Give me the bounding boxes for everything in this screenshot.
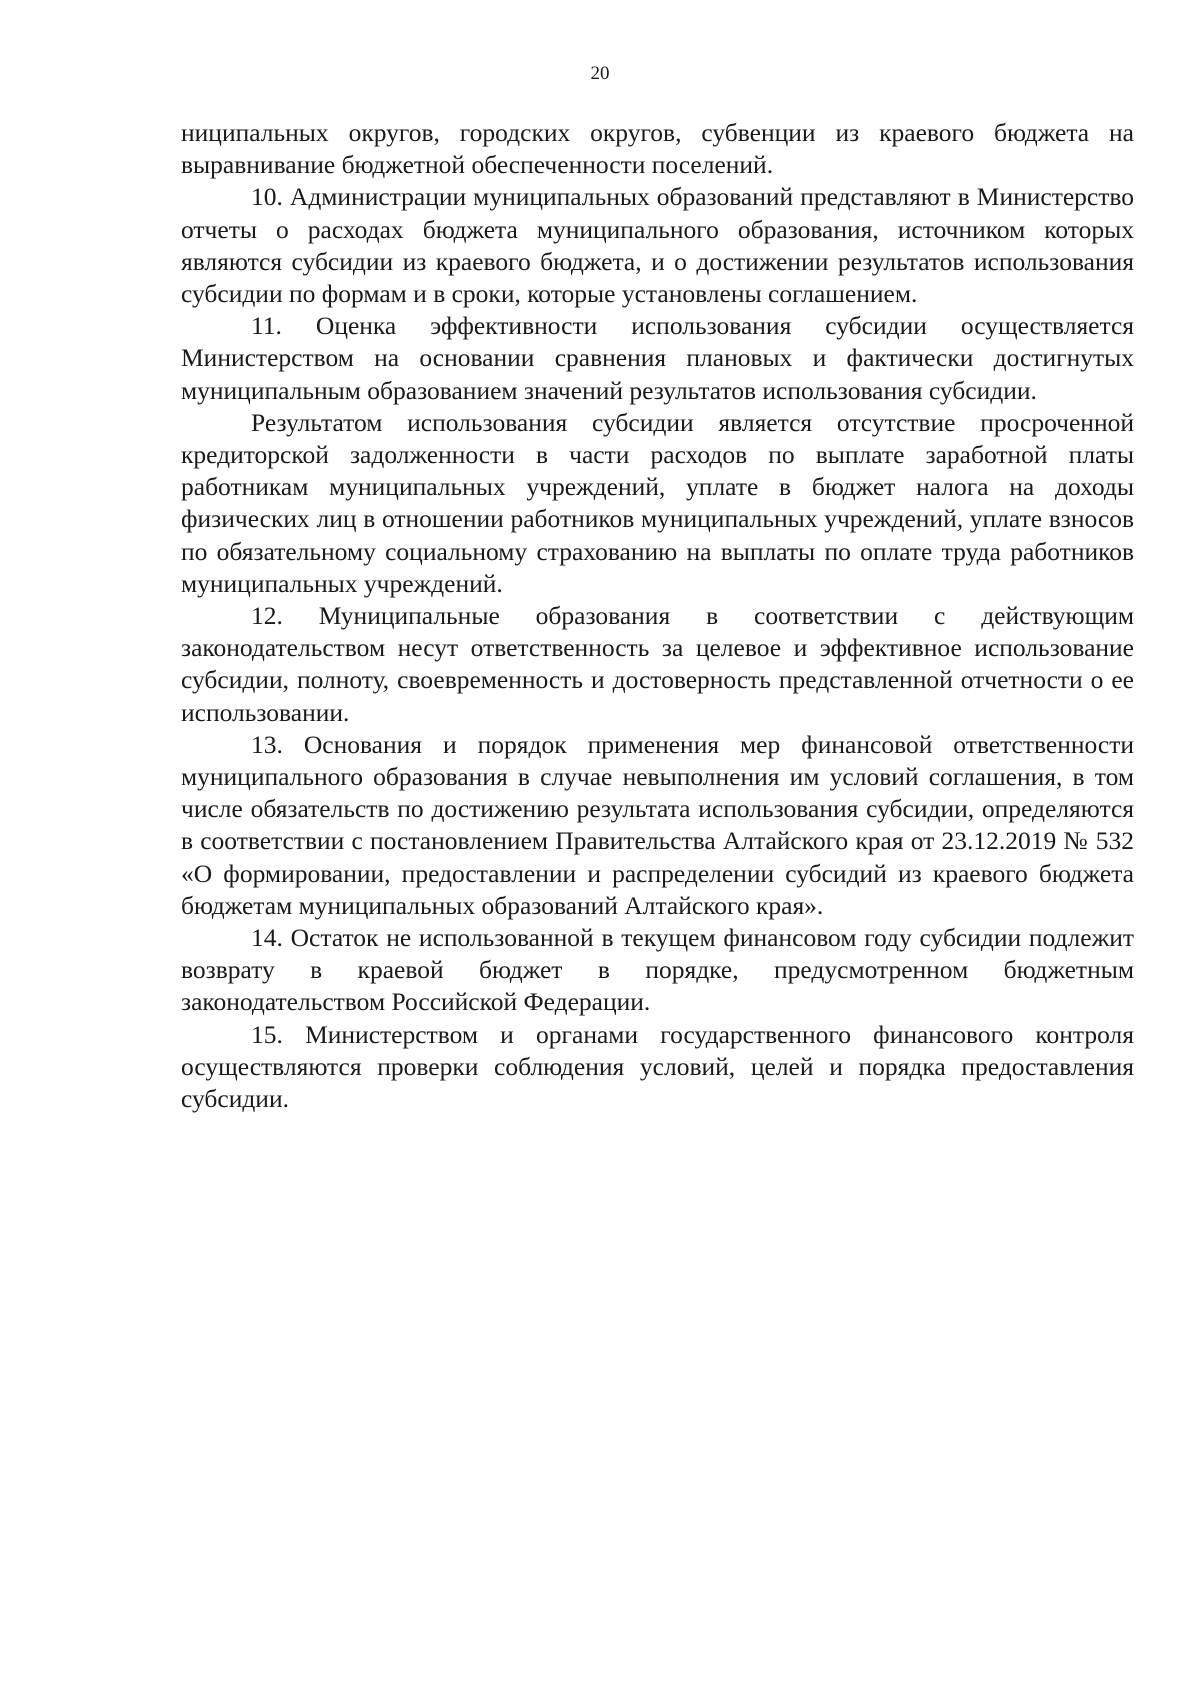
paragraph-item-14: 14. Остаток не использованной в текущем финансовом году субсидии подлежит возврату в краевой бюджет в порядке, предусмотренном бюджетным законодательством Российской Федерации. — [181, 923, 1134, 1017]
page-number: 20 — [590, 63, 610, 84]
paragraph-result-definition: Результатом использования субсидии является отсутствие просроченной кредиторской задолженности в части расходов по выплате заработной платы работникам муниципальных учреждений, уплате в бюджет налога на доходы физических лиц в отношении работников муниципальных учреждений, уплате взносов по обязательному социальному страхованию на выплаты по оплате труда работников муниципальных учреждений. — [181, 407, 1134, 598]
paragraph-item-13: 13. Основания и порядок применения мер финансовой ответственности муниципального образования в случае невыполнения им условий соглашения, в том числе обязательств по достижению результата использования субсидии, определяются в соответствии с постановлением Правительства Алтайского края от 23.12.2019 № 532 «О формировании, предоставлении и распределении субсидий из краевого бюджета бюджетам муниципальных образований Алтайского края». — [181, 729, 1134, 920]
paragraph-continuation: ниципальных округов, городских округов, субвенции из краевого бюджета на выравнивание бюджетной обеспеченности поселений. — [181, 118, 1134, 180]
document-body — [181, 117, 1134, 1115]
paragraph-item-11: 11. Оценка эффективности использования субсидии осуществляется Министерством на основании сравнения плановых и фактически достигнутых муниципальным образованием значений результатов использования субсидии. — [181, 311, 1134, 405]
paragraph-item-15: 15. Министерством и органами государственного финансового контроля осуществляются проверки соблюдения условий, целей и порядка предоставления субсидии. — [181, 1019, 1134, 1114]
paragraph-item-12: 12. Муниципальные образования в соответствии с действующим законодательством несут ответственность за целевое и эффективное использование субсидии, полноту, своевременность и достоверность представленной отчетности о ее использовании. — [181, 601, 1134, 727]
paragraph-item-10: 10. Администрации муниципальных образований представляют в Министерство отчеты о расходах бюджета муниципального образования, источником которых являются субсидии из краевого бюджета, и о достижении результатов использования субсидии по формам и в сроки, которые установлены соглашением. — [181, 182, 1134, 309]
